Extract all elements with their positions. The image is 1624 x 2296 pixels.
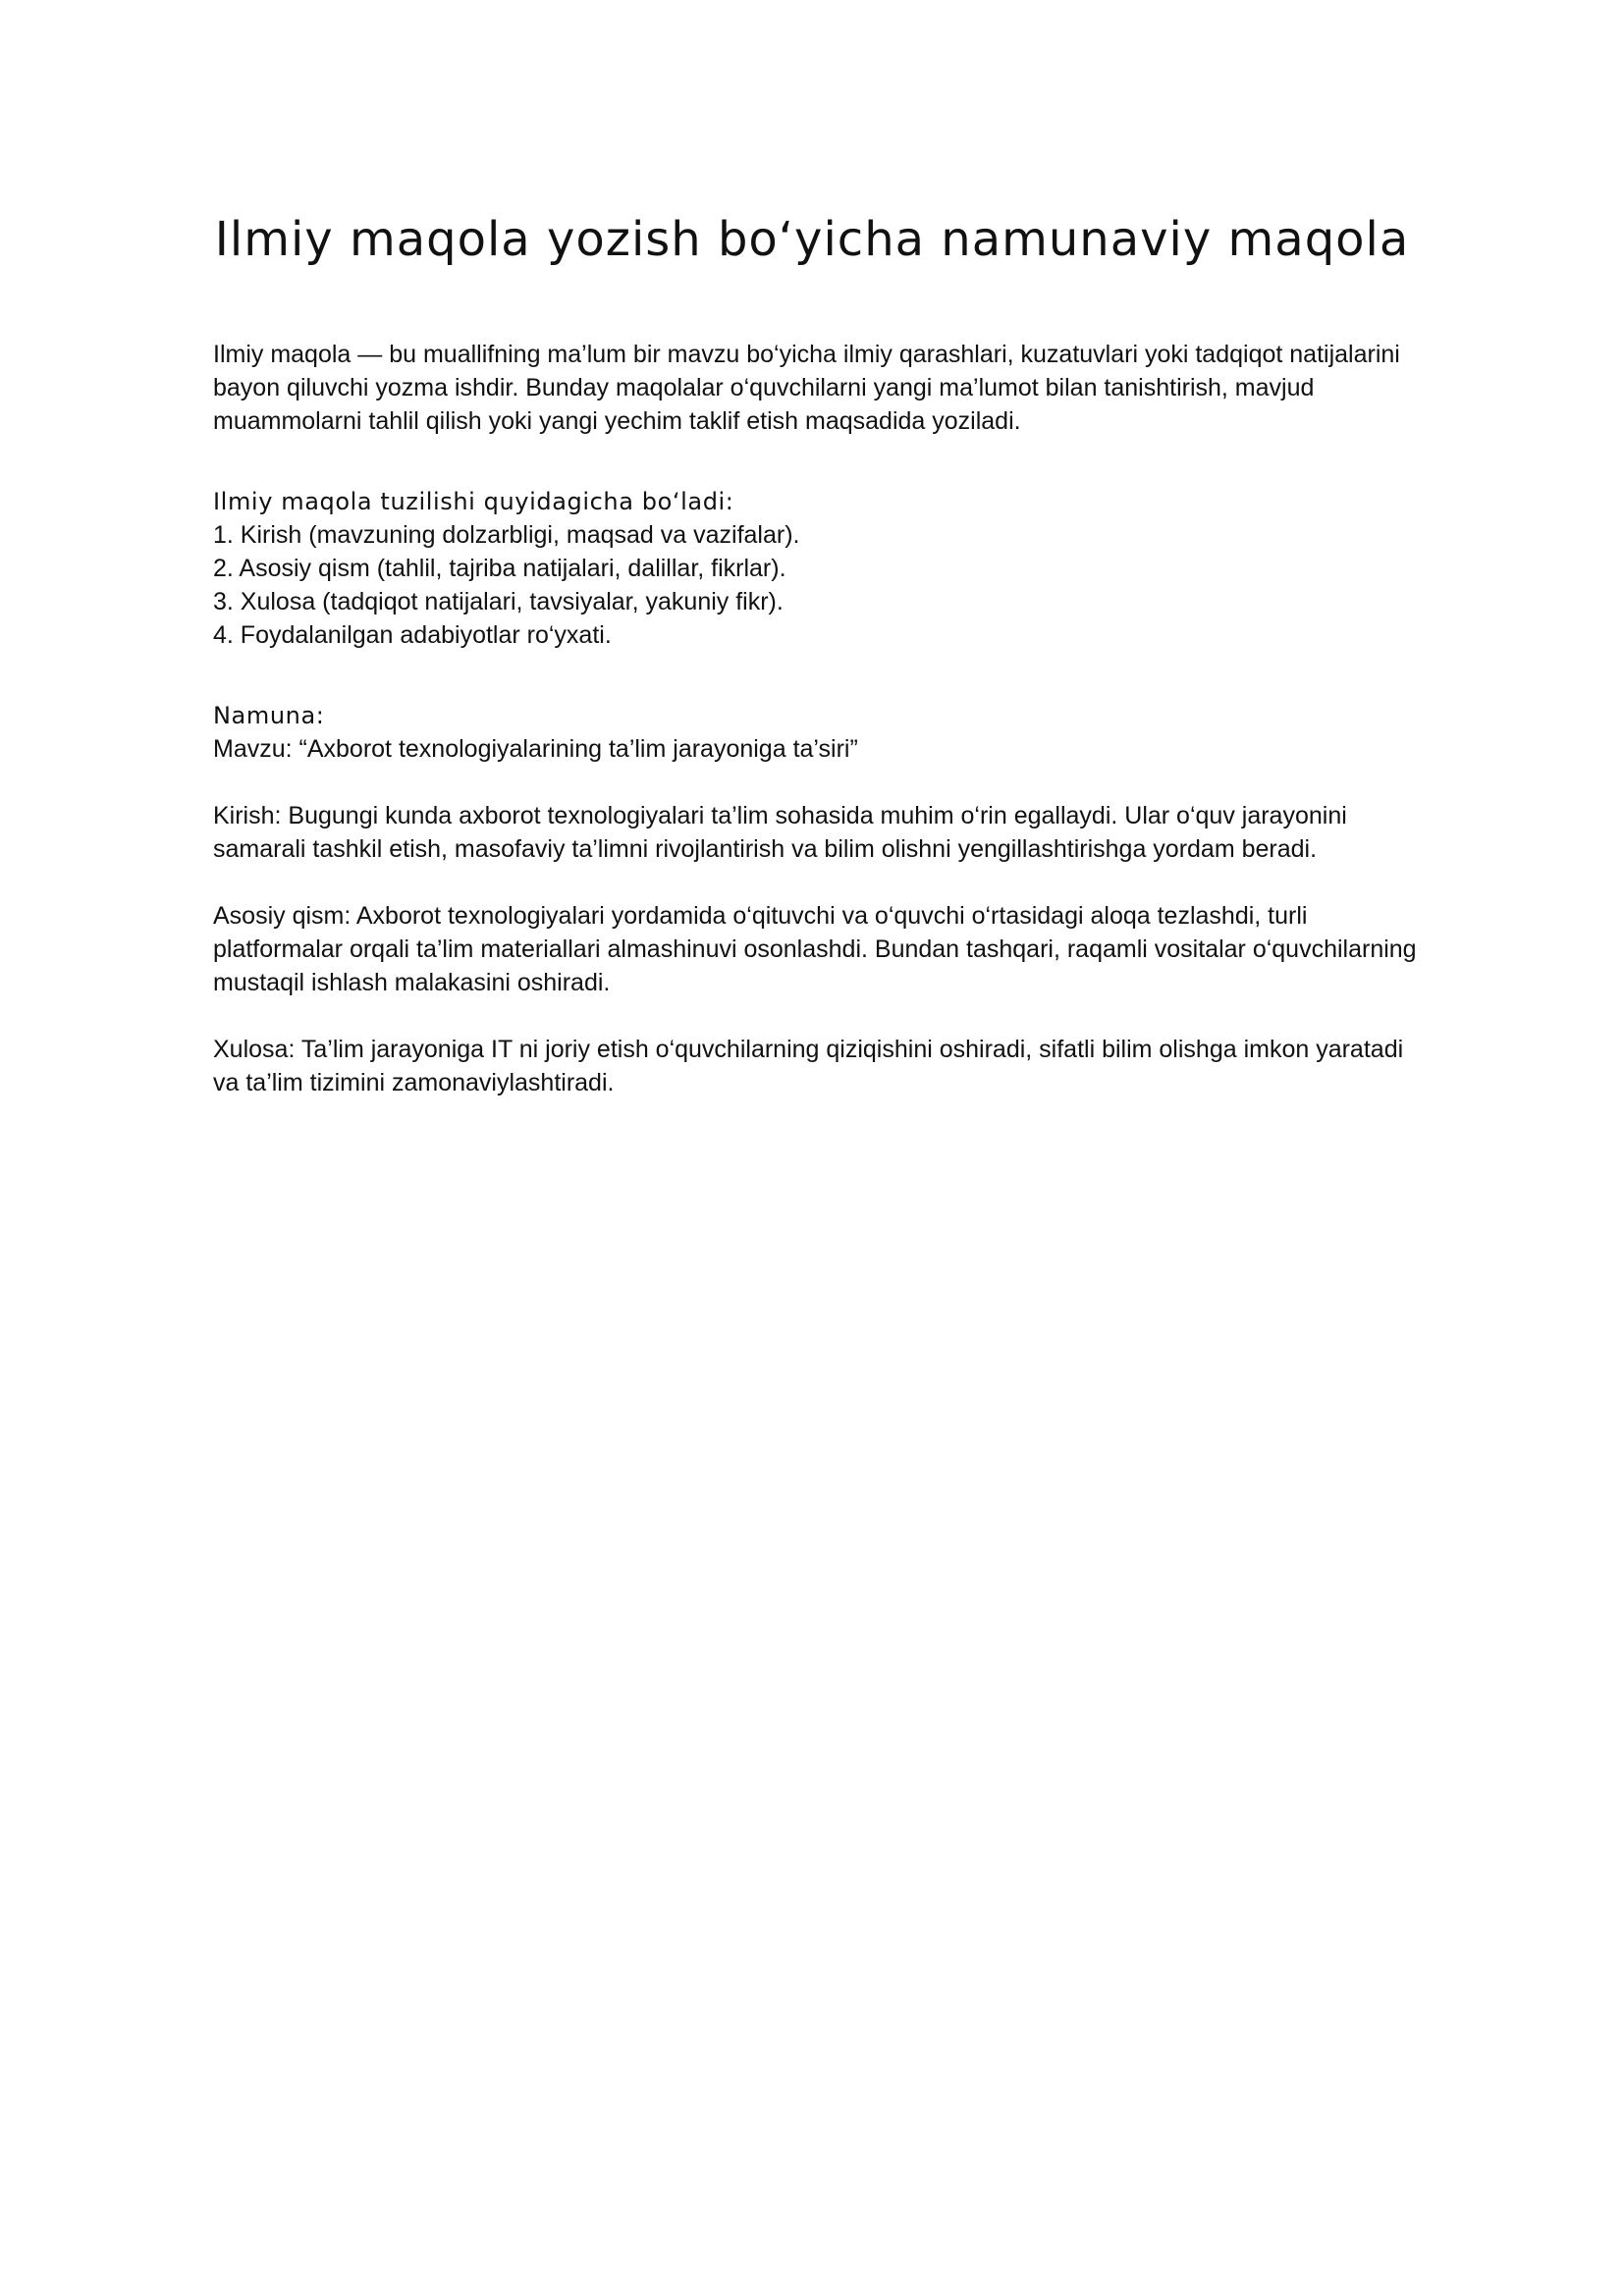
introduction-paragraph: Kirish: Bugungi kunda axborot texnologiyalari ta’lim sohasida muhim o‘rin egallaydi. Ular o‘quv jarayonini samarali tashkil etish, masofaviy ta’limni rivojlantirish va bilim olishni yengillashtirishga yordam beradi.	[213, 802, 1347, 863]
topic-line: Mavzu: “Axborot texnologiyalarining ta’lim jarayoniga ta’siri”	[213, 735, 858, 763]
spacer	[213, 652, 1431, 699]
structure-item: 2. Asosiy qism (tahlil, tajriba natijalari, dalillar, fikrlar).	[213, 555, 786, 582]
structure-list	[213, 518, 1431, 652]
intro-paragraph: Ilmiy maqola — bu muallifning ma’lum bir mavzu bo‘yicha ilmiy qarashlari, kuzatuvlari yoki tadqiqot natijalarini bayon qiluvchi yozma ishdir. Bunday maqolalar o‘quvchilarni yangi ma’lumot bilan tanishtirish, mavjud muammolarni tahlil qilish yoki yangi yechim taklif etish maqsadida yoziladi.	[213, 341, 1400, 435]
spacer	[213, 766, 1431, 799]
structure-item: 4. Foydalanilgan adabiyotlar ro‘yxati.	[213, 621, 612, 649]
spacer	[213, 438, 1431, 485]
document-body	[213, 338, 1431, 1099]
structure-item: 1. Kirish (mavzuning dolzarbligi, maqsad va vazifalar).	[213, 521, 800, 549]
sample-label: Namuna:	[213, 702, 325, 729]
spacer	[213, 999, 1431, 1033]
structure-item: 3. Xulosa (tadqiqot natijalari, tavsiyalar, yakuniy fikr).	[213, 588, 784, 615]
conclusion-paragraph: Xulosa: Ta’lim jarayoniga IT ni joriy etish o‘quvchilarning qiziqishini oshiradi, sifatli bilim olishga imkon yaratadi va ta’lim tizimini zamonaviylashtiradi.	[213, 1036, 1404, 1096]
main-part-paragraph: Asosiy qism: Axborot texnologiyalari yordamida o‘qituvchi va o‘quvchi o‘rtasidagi aloqa tezlashdi, turli platformalar orqali ta’lim materiallari almashinuvi osonlashdi. Bundan tashqari, raqamli vositalar o‘quvchilarning mustaqil ishlash malakasini oshiradi.	[213, 902, 1417, 996]
document-title: Ilmiy maqola yozish bo‘yicha namunaviy maqola	[214, 212, 1410, 267]
structure-heading: Ilmiy maqola tuzilishi quyidagicha bo‘ladi:	[213, 488, 734, 515]
spacer	[213, 866, 1431, 899]
